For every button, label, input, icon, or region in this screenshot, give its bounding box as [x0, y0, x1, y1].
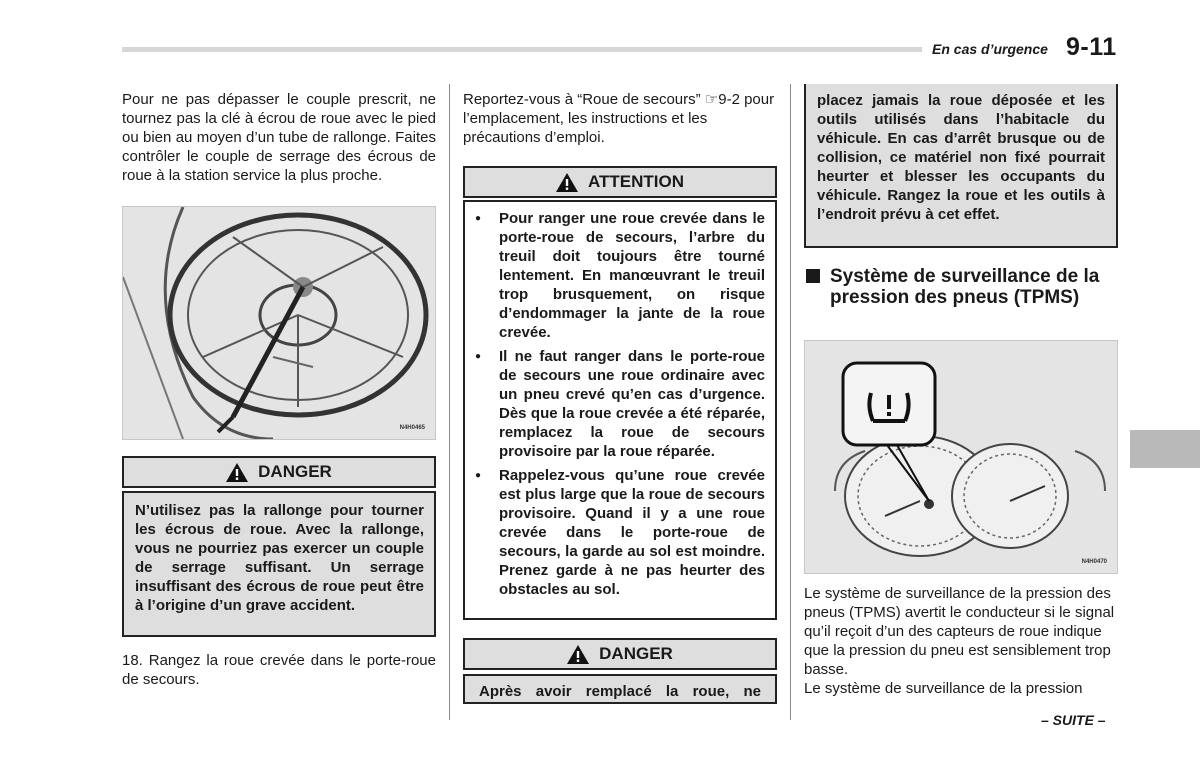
tpms-paragraph: Le système de surveillance de la pression des pneus (TPMS) avertit le conducteur si le signal qu’il reçoit d’un des capteurs de roue indique que la pression du pneu est sensiblement trop basse. [804, 585, 1115, 678]
danger-label-text: DANGER [258, 462, 332, 481]
attention-item: ● Rappelez-vous qu’une roue crevée est plus large que la roue de secours provisoire. Quand il y a une roue crevée dans le porte-roue de secours, la garde au sol est moindre. Prenez garde à ne pas heurter des obstacles au sol. [465, 466, 765, 599]
danger-box-1 [122, 491, 436, 637]
section-marker-icon [806, 269, 820, 283]
attention-label-text: ATTENTION [587, 172, 684, 191]
torque-paragraph: Pour ne pas dépasser le couple prescrit, ne tournez pas la clé à écrou de roue avec le pied ou bien au moyen d’un tube de rallonge. Faites contrôler le couple de serrage des écrous de roue à la station service la plus proche. [122, 91, 436, 184]
spare-wheel-illustration [123, 207, 435, 439]
danger-text: placez jamais la roue déposée et les outils utilisés dans l’habitacle du véhicule. En cas d’arrêt brusque ou de collision, ce matériel non fixé pourrait heurter et blesser les occupants du véhicule. Rangez la roue et les outils à l’endroit prévu à cet effet. [817, 92, 1105, 223]
attention-item: ● Il ne faut ranger dans le porte-roue de secours une roue ordinaire avec un pneu crevé qu’en cas d’urgence. Dès que la roue crevée a été réparée, remplacez la roue de secours provisoire par la roue réparée. [465, 347, 765, 461]
header-rule [122, 47, 922, 52]
attention-item: ● Pour ranger une roue crevée dans le porte-roue de secours, l’arbre du treuil doit toujours être tourné lentement. En manœuvrant le treuil trop brusquement, on risque d’endommager la jante de la roue crevée. [465, 209, 765, 342]
danger-box-2-continued [804, 84, 1118, 248]
danger-label-2 [463, 638, 777, 670]
section-title: Système de surveillance de la pression des pneus (TPMS) [830, 266, 1100, 308]
header-section-title: En cas d’urgence [932, 41, 1048, 57]
warning-icon [567, 645, 589, 664]
section-heading [806, 266, 1116, 308]
warning-icon [556, 173, 578, 192]
danger-text: N’utilisez pas la rallonge pour tourner les écrous de roue. Avec la rallonge, vous ne pourriez pas exercer un couple de serrage suffisant. Un serrage insuffisant des écrous de roue peut être à l’origine d’un grave accident. [135, 502, 424, 614]
continued-marker: – SUITE – [1041, 712, 1106, 728]
spare-wheel-figure [122, 206, 436, 440]
tpms-illustration [805, 341, 1117, 573]
chapter-thumb-tab [1130, 430, 1200, 468]
tpms-paragraph-continued: Le système de surveillance de la pression [804, 680, 1083, 697]
tpms-figure [804, 340, 1118, 574]
spare-wheel-reference: Reportez-vous à “Roue de secours” ☞9-2 pour l’emplacement, les instructions et les précautions d’emploi. [463, 91, 775, 146]
attention-list [465, 209, 765, 599]
danger-label-text: DANGER [599, 644, 673, 663]
attention-label [463, 166, 777, 198]
page-number: 9-11 [1066, 33, 1117, 61]
danger-box-2 [463, 674, 777, 704]
warning-icon [226, 463, 248, 482]
column-divider-2 [790, 84, 791, 720]
danger-label-1 [122, 456, 436, 488]
figure-code: N4H0465 [399, 425, 425, 431]
column-divider-1 [449, 84, 450, 720]
attention-box [463, 200, 777, 620]
danger-text: Après avoir remplacé la roue, ne [479, 683, 761, 700]
step-18: 18. Rangez la roue crevée dans le porte-roue de secours. [122, 652, 436, 688]
figure-code: N4H0470 [1081, 559, 1107, 565]
